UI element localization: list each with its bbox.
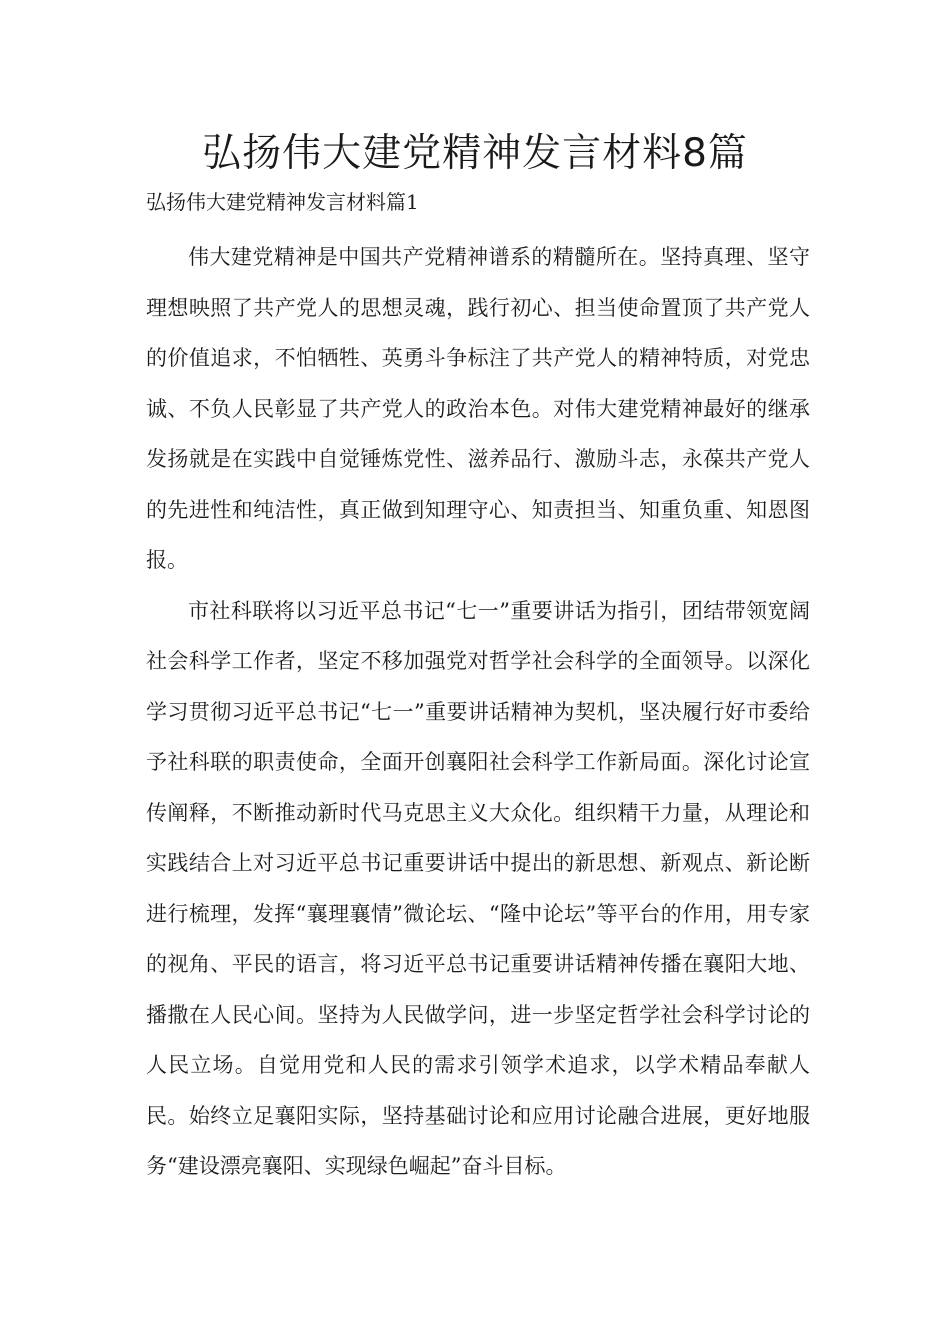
section-heading: 弘扬伟大建党精神发言材料篇1 bbox=[146, 190, 419, 214]
paragraph-2: 市社科联将以习近平总书记“七一”重要讲话为指引，团结带领宽阔社会科学工作者，坚定不移加强党对哲学社会科学的全面领导。以深化学习贯彻习近平总书记“七一”重要讲话精神为契机，坚决履行好市委给予社科联的职责使命，全面开创襄阳社会科学工作新局面。深化讨论宣传阐释，不断推动新时代马克思主义大众化。组织精干力量，从理论和实践结合上对习近平总书记重要讲话中提出的新思想、新观点、新论断进行梳理，发挥“襄理襄情”微论坛、“隆中论坛”等平台的作用，用专家的视角、平民的语言，将习近平总书记重要讲话精神传播在襄阳大地、播撒在人民心间。坚持为人民做学问，进一步坚定哲学社会科学讨论的人民立场。自觉用党和人民的需求引领学术追求，以学术精品奉献人民。始终立足襄阳实际，坚持基础讨论和应用讨论融合进展，更好地服务“建设漂亮襄阳、实现绿色崛起”奋斗目标。 bbox=[146, 598, 810, 1178]
document-title: 弘扬伟大建党精神发言材料8篇 bbox=[202, 131, 748, 176]
paragraph-1: 伟大建党精神是中国共产党精神谱系的精髓所在。坚持真理、坚守理想映照了共产党人的思想灵魂，践行初心、担当使命置顶了共产党人的价值追求，不怕牺牲、英勇斗争标注了共产党人的精神特质，对党忠诚、不负人民彰显了共产党人的政治本色。对伟大建党精神最好的继承发扬就是在实践中自觉锤炼党性、滋养品行、激励斗志，永葆共产党人的先进性和纯洁性，真正做到知理守心、知责担当、知重负重、知恩图报。 bbox=[146, 245, 810, 572]
document-body bbox=[146, 232, 810, 1192]
